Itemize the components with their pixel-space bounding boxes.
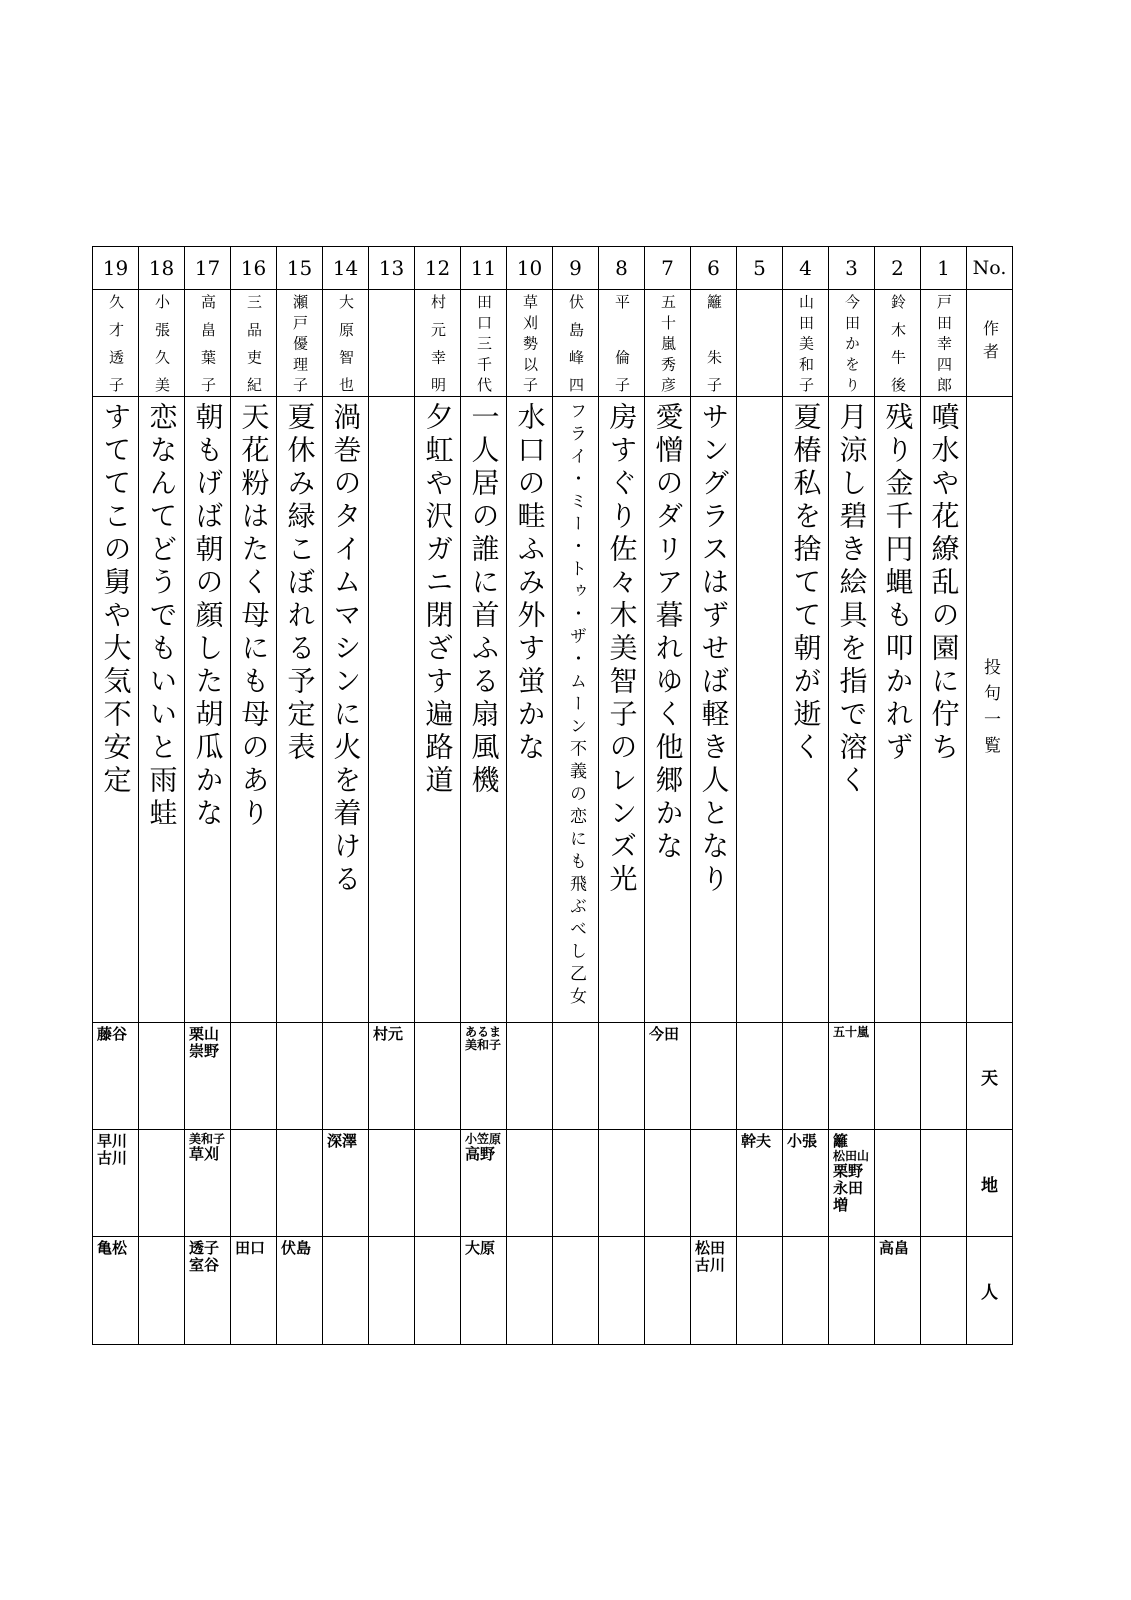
haiku-text: 天花粉はたく母にも母のあり bbox=[237, 402, 271, 831]
number-cell-11 bbox=[461, 247, 507, 290]
entry-number: 13 bbox=[378, 256, 405, 280]
author-cell-6 bbox=[691, 290, 737, 397]
vote-name: 今田 bbox=[649, 1025, 680, 1043]
haiku-text: 恋なんてどうでもいいと雨蛙 bbox=[145, 402, 179, 831]
haiku-cell-5 bbox=[737, 397, 783, 1023]
vote-name: 松田 bbox=[695, 1239, 726, 1257]
header-title-cell bbox=[967, 397, 1013, 1023]
ten-vote-cell-16 bbox=[231, 1023, 277, 1130]
ten-vote-cell-19 bbox=[93, 1023, 139, 1130]
entry-number: 18 bbox=[148, 256, 175, 280]
author-cell-16 bbox=[231, 290, 277, 397]
vote-name: 大原 bbox=[465, 1239, 496, 1257]
vote-name: 高畠 bbox=[879, 1239, 910, 1257]
entry-number: 5 bbox=[753, 256, 766, 280]
haiku-text: 水口の畦ふみ外す蛍かな bbox=[513, 402, 547, 765]
number-cell-3 bbox=[829, 247, 875, 290]
number-cell-12 bbox=[415, 247, 461, 290]
haiku-cell-19 bbox=[93, 397, 139, 1023]
vote-name: 小張 bbox=[787, 1132, 818, 1150]
vote-name: 松田山 bbox=[833, 1148, 870, 1163]
number-cell-16 bbox=[231, 247, 277, 290]
chi-vote-cell-16 bbox=[231, 1130, 277, 1237]
vote-name: 幹夫 bbox=[741, 1132, 772, 1150]
vote-name: 籬 bbox=[833, 1132, 849, 1150]
chi-vote-cell-7 bbox=[645, 1130, 691, 1237]
ten-vote-cell-11 bbox=[461, 1023, 507, 1130]
author-cell-19 bbox=[93, 290, 139, 397]
number-cell-13 bbox=[369, 247, 415, 290]
vote-name: 栗野 bbox=[833, 1162, 864, 1181]
haiku-text: フライ・ミー・トゥ・ザ・ムーン不義の恋にも飛ぶべし乙女 bbox=[566, 402, 586, 1010]
author-name: 山田美和子 bbox=[797, 294, 815, 392]
author-cell-4 bbox=[783, 290, 829, 397]
ten-vote-cell-14 bbox=[323, 1023, 369, 1130]
ten-vote-cell-18 bbox=[139, 1023, 185, 1130]
author-name: 五十嵐秀彦 bbox=[659, 294, 677, 392]
haiku-text: 渦巻のタイムマシンに火を着ける bbox=[329, 402, 363, 897]
author-cell-7 bbox=[645, 290, 691, 397]
chi-vote-cell-5 bbox=[737, 1130, 783, 1237]
author-name: 草刈勢以子 bbox=[521, 294, 539, 392]
chi-vote-cell-15 bbox=[277, 1130, 323, 1237]
vote-name: 深澤 bbox=[327, 1132, 358, 1150]
haiku-text: 噴水や花繚乱の園に佇ち bbox=[927, 402, 961, 765]
haiku-cell-18 bbox=[139, 397, 185, 1023]
vote-name: 藤谷 bbox=[97, 1025, 128, 1043]
number-cell-10 bbox=[507, 247, 553, 290]
chi-vote-cell-12 bbox=[415, 1130, 461, 1237]
haiku-cell-8 bbox=[599, 397, 645, 1023]
haiku-text: 月涼し碧き絵具を指で溶く bbox=[835, 402, 869, 798]
author-name: 小張久美 bbox=[153, 294, 171, 392]
author-name: 瀬戸優理子 bbox=[291, 294, 309, 392]
vote-name: 伏島 bbox=[281, 1239, 312, 1257]
jin-vote-cell-2 bbox=[875, 1237, 921, 1345]
vote-name: 早川 bbox=[97, 1132, 128, 1150]
vote-name: あるま bbox=[465, 1025, 502, 1039]
author-name: 伏島峰四 bbox=[567, 294, 585, 392]
vote-name: 増 bbox=[833, 1195, 849, 1214]
author-name: 田口三千代 bbox=[475, 294, 493, 392]
ten-vote-cell-7 bbox=[645, 1023, 691, 1130]
jin-vote-cell-13 bbox=[369, 1237, 415, 1345]
author-name: 戸田幸四郎 bbox=[935, 294, 953, 392]
jin-vote-cell-18 bbox=[139, 1237, 185, 1345]
entry-number: 19 bbox=[102, 256, 129, 280]
chi-vote-cell-17 bbox=[185, 1130, 231, 1237]
jin-vote-cell-12 bbox=[415, 1237, 461, 1345]
haiku-text: すててこの舅や大気不安定 bbox=[99, 402, 133, 798]
haiku-text: 夏椿私を捨てて朝が逝く bbox=[789, 402, 823, 765]
haiku-cell-9 bbox=[553, 397, 599, 1023]
haiku-text: 愛憎のダリア暮れゆく他郷かな bbox=[651, 402, 685, 864]
jin-vote-cell-1 bbox=[921, 1237, 967, 1345]
vote-name: 田口 bbox=[235, 1239, 266, 1257]
author-cell-12 bbox=[415, 290, 461, 397]
entry-number: 10 bbox=[516, 256, 543, 280]
haiku-text: 夕虹や沢ガニ閉ざす遍路道 bbox=[421, 402, 455, 798]
author-name: 籬 朱子 bbox=[705, 294, 723, 392]
entry-number: 15 bbox=[286, 256, 313, 280]
number-cell-9 bbox=[553, 247, 599, 290]
chi-vote-cell-4 bbox=[783, 1130, 829, 1237]
haiku-cell-16 bbox=[231, 397, 277, 1023]
haiku-cell-12 bbox=[415, 397, 461, 1023]
ten-vote-cell-10 bbox=[507, 1023, 553, 1130]
author-cell-8 bbox=[599, 290, 645, 397]
haiku-cell-13 bbox=[369, 397, 415, 1023]
header-jin-cell bbox=[967, 1237, 1013, 1345]
author-cell-17 bbox=[185, 290, 231, 397]
number-cell-15 bbox=[277, 247, 323, 290]
author-cell-2 bbox=[875, 290, 921, 397]
number-cell-1 bbox=[921, 247, 967, 290]
haiku-cell-3 bbox=[829, 397, 875, 1023]
entry-number: 12 bbox=[424, 256, 451, 280]
chi-vote-cell-9 bbox=[553, 1130, 599, 1237]
header-number-cell bbox=[967, 247, 1013, 290]
header-ten-cell bbox=[967, 1023, 1013, 1130]
chi-vote-cell-8 bbox=[599, 1130, 645, 1237]
haiku-cell-14 bbox=[323, 397, 369, 1023]
vote-name: 室谷 bbox=[189, 1255, 220, 1274]
chi-vote-cell-1 bbox=[921, 1130, 967, 1237]
haiku-cell-15 bbox=[277, 397, 323, 1023]
author-cell-1 bbox=[921, 290, 967, 397]
number-cell-19 bbox=[93, 247, 139, 290]
jin-vote-cell-9 bbox=[553, 1237, 599, 1345]
author-name: 高畠葉子 bbox=[199, 294, 217, 392]
jin-vote-cell-3 bbox=[829, 1237, 875, 1345]
author-cell-18 bbox=[139, 290, 185, 397]
number-cell-2 bbox=[875, 247, 921, 290]
entry-number: 7 bbox=[661, 256, 674, 280]
entry-number: 9 bbox=[569, 256, 582, 280]
vote-name: 栗山 bbox=[189, 1025, 220, 1043]
jin-vote-cell-19 bbox=[93, 1237, 139, 1345]
chi-vote-cell-19 bbox=[93, 1130, 139, 1237]
entry-number: 6 bbox=[707, 256, 720, 280]
jin-vote-cell-11 bbox=[461, 1237, 507, 1345]
haiku-cell-4 bbox=[783, 397, 829, 1023]
vote-name: 高野 bbox=[465, 1145, 496, 1164]
vote-name: 村元 bbox=[373, 1025, 404, 1043]
haiku-text: サングラスはずせば軽き人となり bbox=[697, 402, 731, 897]
chi-vote-cell-6 bbox=[691, 1130, 737, 1237]
ten-vote-cell-4 bbox=[783, 1023, 829, 1130]
haiku-cell-10 bbox=[507, 397, 553, 1023]
chi-vote-cell-2 bbox=[875, 1130, 921, 1237]
jin-vote-cell-5 bbox=[737, 1237, 783, 1345]
haiku-cell-2 bbox=[875, 397, 921, 1023]
vote-name: 崇野 bbox=[189, 1041, 220, 1060]
haiku-submission-table bbox=[92, 246, 1013, 1345]
entry-number: 8 bbox=[615, 256, 628, 280]
author-cell-15 bbox=[277, 290, 323, 397]
haiku-text: 夏休み緑こぼれる予定表 bbox=[283, 402, 317, 765]
vote-name: 美和子 bbox=[189, 1132, 226, 1146]
author-cell-3 bbox=[829, 290, 875, 397]
haiku-text: 一人居の誰に首ふる扇風機 bbox=[467, 402, 501, 798]
author-name: 村元幸明 bbox=[429, 294, 447, 392]
jin-vote-cell-10 bbox=[507, 1237, 553, 1345]
number-cell-7 bbox=[645, 247, 691, 290]
jin-vote-cell-15 bbox=[277, 1237, 323, 1345]
header-jin-label: 人 bbox=[981, 1283, 998, 1303]
haiku-text: 朝もげば朝の顔した胡瓜かな bbox=[191, 402, 225, 831]
author-name: 鈴木牛後 bbox=[889, 294, 907, 392]
jin-vote-cell-17 bbox=[185, 1237, 231, 1345]
haiku-cell-6 bbox=[691, 397, 737, 1023]
vote-name: 永田 bbox=[833, 1179, 864, 1198]
chi-vote-cell-11 bbox=[461, 1130, 507, 1237]
jin-vote-cell-6 bbox=[691, 1237, 737, 1345]
header-number-label: No. bbox=[972, 257, 1007, 279]
entry-number: 4 bbox=[799, 256, 812, 280]
author-name: 大原智也 bbox=[337, 294, 355, 392]
ten-vote-cell-15 bbox=[277, 1023, 323, 1130]
number-cell-5 bbox=[737, 247, 783, 290]
ten-vote-cell-17 bbox=[185, 1023, 231, 1130]
header-author-label: 作者 bbox=[980, 320, 1000, 366]
number-cell-8 bbox=[599, 247, 645, 290]
author-cell-10 bbox=[507, 290, 553, 397]
haiku-cell-11 bbox=[461, 397, 507, 1023]
haiku-text: 房すぐり佐々木美智子のレンズ光 bbox=[605, 402, 639, 897]
haiku-cell-17 bbox=[185, 397, 231, 1023]
author-cell-5 bbox=[737, 290, 783, 397]
ten-vote-cell-9 bbox=[553, 1023, 599, 1130]
entry-number: 11 bbox=[470, 256, 497, 280]
author-cell-14 bbox=[323, 290, 369, 397]
haiku-cell-7 bbox=[645, 397, 691, 1023]
author-cell-11 bbox=[461, 290, 507, 397]
entry-number: 17 bbox=[194, 256, 221, 280]
haiku-cell-1 bbox=[921, 397, 967, 1023]
chi-vote-cell-10 bbox=[507, 1130, 553, 1237]
author-cell-9 bbox=[553, 290, 599, 397]
ten-vote-cell-1 bbox=[921, 1023, 967, 1130]
vote-name: 古川 bbox=[97, 1148, 128, 1167]
entry-number: 2 bbox=[891, 256, 904, 280]
jin-vote-cell-4 bbox=[783, 1237, 829, 1345]
author-name: 今田かをり bbox=[843, 294, 861, 392]
vote-name: 小笠原 bbox=[465, 1132, 502, 1146]
author-cell-13 bbox=[369, 290, 415, 397]
author-name: 三品吏紀 bbox=[245, 294, 263, 392]
number-cell-6 bbox=[691, 247, 737, 290]
number-cell-17 bbox=[185, 247, 231, 290]
page-title: 投句一覧 bbox=[980, 657, 1000, 762]
header-author-cell bbox=[967, 290, 1013, 397]
ten-vote-cell-3 bbox=[829, 1023, 875, 1130]
header-chi-label: 地 bbox=[981, 1175, 998, 1196]
ten-vote-cell-8 bbox=[599, 1023, 645, 1130]
ten-vote-cell-13 bbox=[369, 1023, 415, 1130]
header-chi-cell bbox=[967, 1130, 1013, 1237]
vote-name: 透子 bbox=[189, 1239, 220, 1257]
number-cell-4 bbox=[783, 247, 829, 290]
haiku-text: 残り金千円蝿も叩かれず bbox=[881, 402, 915, 765]
number-cell-14 bbox=[323, 247, 369, 290]
vote-name: 五十嵐 bbox=[833, 1025, 870, 1039]
ten-vote-cell-12 bbox=[415, 1023, 461, 1130]
vote-name: 美和子 bbox=[465, 1038, 502, 1053]
jin-vote-cell-16 bbox=[231, 1237, 277, 1345]
ten-vote-cell-2 bbox=[875, 1023, 921, 1130]
jin-vote-cell-7 bbox=[645, 1237, 691, 1345]
vote-name: 古川 bbox=[695, 1255, 726, 1274]
author-name: 平 倫子 bbox=[613, 294, 631, 392]
number-cell-18 bbox=[139, 247, 185, 290]
chi-vote-cell-18 bbox=[139, 1130, 185, 1237]
entry-number: 1 bbox=[937, 256, 950, 280]
entry-number: 16 bbox=[240, 256, 267, 280]
chi-vote-cell-13 bbox=[369, 1130, 415, 1237]
jin-vote-cell-8 bbox=[599, 1237, 645, 1345]
chi-vote-cell-14 bbox=[323, 1130, 369, 1237]
author-name: 久才透子 bbox=[107, 294, 125, 392]
chi-vote-cell-3 bbox=[829, 1130, 875, 1237]
vote-name: 亀松 bbox=[97, 1239, 128, 1257]
entry-number: 14 bbox=[332, 256, 359, 280]
ten-vote-cell-5 bbox=[737, 1023, 783, 1130]
ten-vote-cell-6 bbox=[691, 1023, 737, 1130]
header-ten-label: 天 bbox=[981, 1068, 998, 1089]
entry-number: 3 bbox=[845, 256, 858, 280]
jin-vote-cell-14 bbox=[323, 1237, 369, 1345]
vote-name: 草刈 bbox=[189, 1145, 220, 1164]
